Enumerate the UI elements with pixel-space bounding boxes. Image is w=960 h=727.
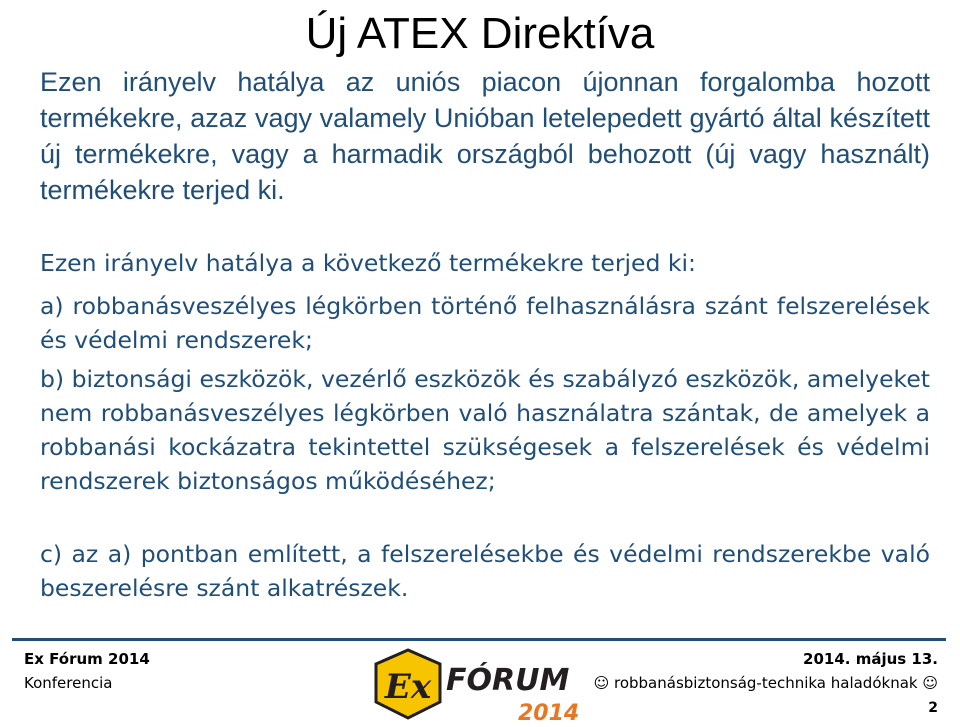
event-name: Ex Fórum 2014 [24, 650, 150, 668]
footer-tagline: ☺ robbanásbiztonság-technika haladóknak ☺ [593, 674, 938, 692]
footer-divider [12, 638, 946, 641]
item-b: b) biztonsági eszközök, vezérlő eszközök és szabályzó eszközök, amelyeket nem robbanásveszélyes légkörben való használatra szántak, de amelyek a robbanási kockázatra tekintettel szükségesek a felszerelések és védelmi rendszerek biztonságos működéséhez; [40, 365, 930, 495]
event-date: 2014. május 13. [803, 650, 938, 668]
ex-forum-logo [368, 646, 608, 726]
item-c: c) az a) pontban említett, a felszerelésekbe és védelmi rendszerekbe való beszerelésre szánt alkatrészek. [40, 540, 930, 602]
logo-year: 2014 [518, 701, 580, 726]
logo-badge-text: Ex [384, 667, 432, 707]
event-type: Konferencia [24, 674, 113, 692]
page-number: 2 [928, 700, 938, 716]
intro-paragraph: Ezen irányelv hatálya az uniós piacon újonnan forgalomba hozott termékekre, azaz vagy valamely Unióban letelepedett gyártó által készített új termékekre, vagy a harmadik országból behozott (új vagy használt) termékekre terjed ki. [40, 67, 930, 205]
item-a: a) robbanásveszélyes légkörben történő felhasználásra szánt felszerelések és védelmi rendszerek; [40, 292, 930, 354]
slide-title: Új ATEX Direktíva [305, 9, 655, 58]
logo-word: FÓRUM [446, 663, 570, 698]
scope-intro: Ezen irányelv hatálya a következő termékekre terjed ki: [40, 249, 696, 277]
